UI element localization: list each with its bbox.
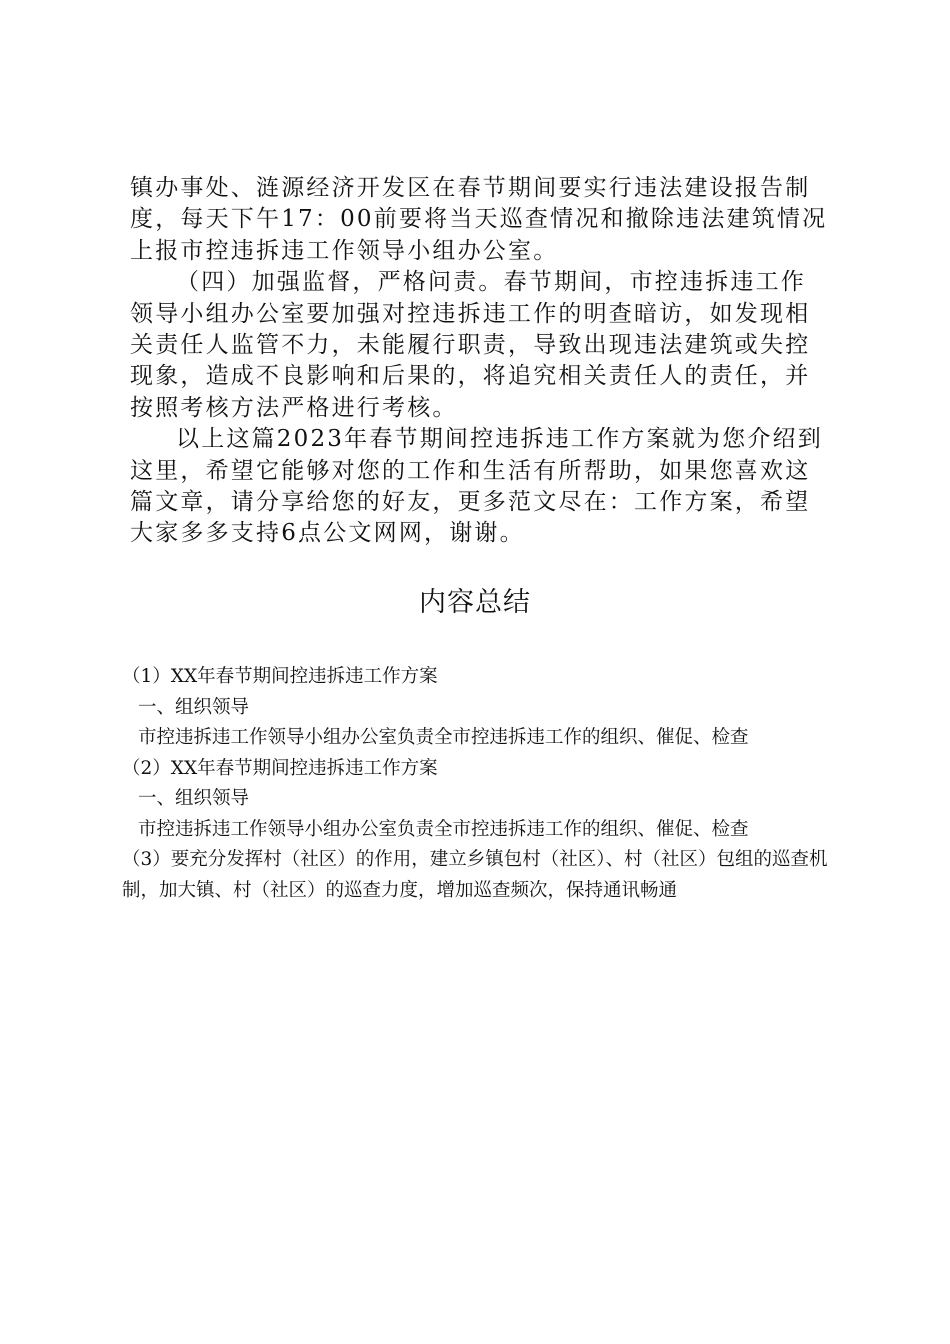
text-line: 按照考核方法严格进行考核。 [130,394,458,421]
summary-item: 市控违拆违工作领导小组办公室负责全市控违拆违工作的组织、催促、检查 [138,727,749,748]
text-line: 现象，造成不良影响和后果的，将追究相关责任人的责任，并 [130,363,811,390]
text-line: 关责任人监管不力，未能履行职责，导致出现违法建筑或失控 [130,332,811,359]
text-line: （四）加强监督，严格问责。春节期间，市控违拆违工作 [176,269,806,296]
summary-section [122,662,837,906]
paragraph-reporting-system [130,173,830,267]
paragraph-supervision [130,267,830,424]
summary-item: （3）要充分发挥村（社区）的作用，建立乡镇包村（社区）、村（社区）包组的巡查机制，加大镇、村（社区）的巡查力度，增加巡查频次，保持通讯畅通 [122,849,828,901]
paragraph-closing [130,424,830,550]
summary-item: 市控违拆违工作领导小组办公室负责全市控违拆违工作的组织、催促、检查 [138,818,749,840]
text-line: 这里，希望它能够对您的工作和生活有所帮助，如果您喜欢这 [130,457,811,484]
summary-item: 一、组织领导 [138,696,250,718]
text-line: 领导小组办公室要加强对控违拆违工作的明查暗访，如发现相 [130,300,811,327]
summary-item: （2）XX年春节期间控违拆违工作方案 [122,757,438,779]
text-line: 大家多多支持6点公文网网，谢谢。 [130,520,525,547]
text-line: 度，每天下午17：00前要将当天巡查情况和撤除违法建筑情况 [130,206,828,233]
document-body [130,173,830,550]
text-line: 上报市控违拆违工作领导小组办公室。 [130,237,559,264]
text-line: 以上这篇2023年春节期间控违拆违工作方案就为您介绍到 [176,426,823,453]
text-line: 篇文章，请分享给您的好友，更多范文尽在：工作方案，希望 [130,489,811,516]
summary-item: （1）XX年春节期间控违拆违工作方案 [122,666,438,687]
summary-title: 内容总结 [419,587,531,618]
summary-item: 一、组织领导 [138,788,250,809]
text-line: 镇办事处、涟源经济开发区在春节期间要实行违法建设报告制 [130,175,811,201]
